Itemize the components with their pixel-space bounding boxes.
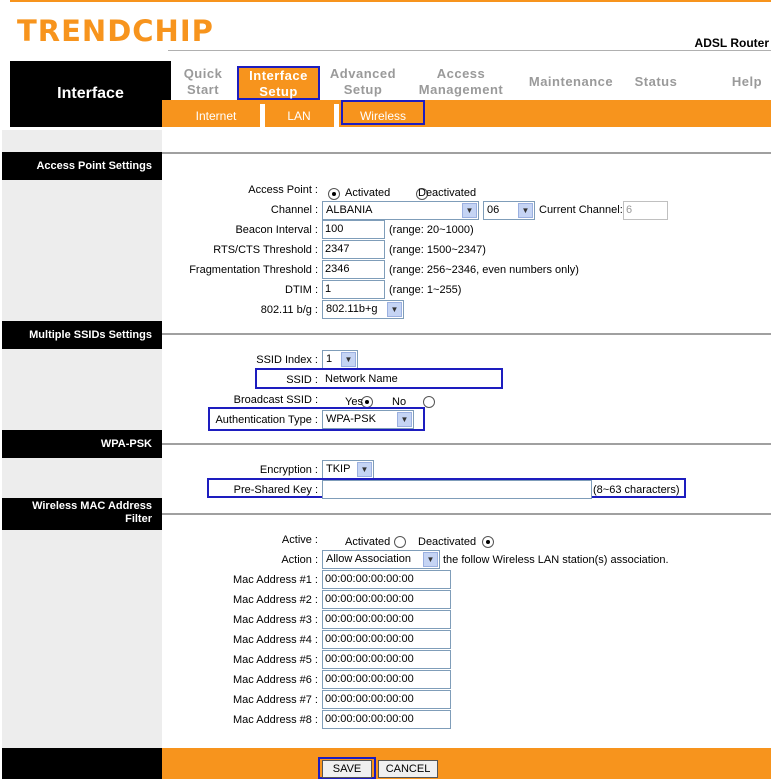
ap-activated-radio[interactable] [328, 188, 340, 200]
section-wpa-psk: WPA-PSK [2, 430, 162, 458]
section-rule [162, 152, 771, 154]
chevron-down-icon: ▼ [341, 352, 356, 367]
top-rule [10, 0, 771, 2]
section-multiple-ssids: Multiple SSIDs Settings [2, 321, 162, 349]
auth-type-label: Authentication Type : [215, 414, 318, 426]
dtim-range: (range: 1~255) [389, 284, 462, 296]
broadcast-no-label: No [392, 396, 407, 408]
mac-address-input[interactable]: 00:00:00:00:00:00 [322, 590, 451, 609]
brand-logo: TRENDCHIP [17, 14, 214, 48]
frag-input[interactable]: 2346 [322, 260, 385, 279]
cancel-button[interactable]: CANCEL [378, 760, 438, 778]
subtab-divider [334, 104, 339, 127]
chevron-down-icon: ▼ [518, 203, 533, 218]
broadcast-yes-label: Yes [345, 396, 363, 408]
mac-address-label: Mac Address #7 : [233, 694, 318, 706]
nav-status[interactable]: Status [634, 74, 678, 89]
section-mac-filter: Wireless MAC Address Filter [2, 498, 162, 530]
ssid-input[interactable]: Network Name [325, 373, 398, 385]
broadcast-ssid-label: Broadcast SSID : [233, 394, 318, 406]
ssid-index-value: 1 [326, 353, 333, 365]
beacon-label: Beacon Interval : [235, 224, 318, 236]
ap-activated-label: Activated [345, 187, 391, 199]
encryption-label: Encryption : [259, 464, 318, 476]
ssid-index-label: SSID Index : [256, 354, 318, 366]
mac-address-input[interactable]: 00:00:00:00:00:00 [322, 690, 451, 709]
section-rule [162, 443, 771, 445]
mac-address-label: Mac Address #8 : [233, 714, 318, 726]
mac-address-label: Mac Address #2 : [233, 594, 318, 606]
country-select[interactable] [322, 201, 479, 220]
model-name: ADSL Router [694, 36, 769, 50]
dtim-label: DTIM : [285, 284, 318, 296]
channel-select[interactable] [483, 201, 535, 220]
access-point-label: Access Point : [248, 184, 318, 196]
footer-actions-bar [162, 748, 771, 779]
nav-interface-setup[interactable]: Interface Setup [237, 66, 320, 100]
ssid-index-select[interactable] [322, 350, 358, 369]
mac-address-label: Mac Address #1 : [233, 574, 318, 586]
header-divider [168, 50, 771, 51]
psk-hint: (8~63 characters) [593, 484, 680, 496]
country-value: ALBANIA [326, 204, 373, 216]
ap-deactivated-label: Deactivated [418, 187, 477, 199]
mac-deactivated-radio[interactable] [482, 536, 494, 548]
mode-label: 802.11 b/g : [260, 304, 318, 316]
mac-address-input[interactable]: 00:00:00:00:00:00 [322, 610, 451, 629]
mac-address-input[interactable]: 00:00:00:00:00:00 [322, 570, 451, 589]
broadcast-no-radio[interactable] [423, 396, 435, 408]
mac-address-input[interactable]: 00:00:00:00:00:00 [322, 650, 451, 669]
mac-address-label: Mac Address #5 : [233, 654, 318, 666]
psk-input[interactable] [322, 480, 592, 499]
ssid-label: SSID : [286, 374, 318, 386]
mode-value: 802.11b+g [326, 303, 378, 315]
nav-maintenance[interactable]: Maintenance [528, 74, 614, 89]
mac-address-input[interactable]: 00:00:00:00:00:00 [322, 670, 451, 689]
mac-deactivated-label: Deactivated [418, 536, 477, 548]
section-rule [162, 513, 771, 515]
beacon-range: (range: 20~1000) [389, 224, 474, 236]
nav-help[interactable]: Help [731, 74, 763, 89]
mac-address-label: Mac Address #6 : [233, 674, 318, 686]
subtab-lan[interactable]: LAN [287, 109, 311, 123]
channel-label: Channel : [270, 204, 318, 216]
mac-action-value: Allow Association [326, 553, 411, 565]
auth-type-value: WPA-PSK [326, 413, 376, 425]
beacon-input[interactable]: 100 [322, 220, 385, 239]
mac-activated-radio[interactable] [394, 536, 406, 548]
dtim-input[interactable]: 1 [322, 280, 385, 299]
mac-address-input[interactable]: 00:00:00:00:00:00 [322, 710, 451, 729]
subtab-divider [260, 104, 265, 127]
current-channel-field: 6 [623, 201, 668, 220]
nav-advanced-setup[interactable]: Advanced Setup [329, 66, 397, 97]
section-rule [162, 333, 771, 335]
auth-type-select[interactable] [322, 410, 414, 429]
chevron-down-icon: ▼ [462, 203, 477, 218]
save-button[interactable]: SAVE [322, 760, 372, 778]
mac-active-label: Active : [281, 534, 318, 546]
subtab-internet[interactable]: Internet [195, 109, 237, 123]
mac-action-label: Action : [281, 554, 318, 566]
section-access-point: Access Point Settings [2, 152, 162, 180]
encryption-value: TKIP [326, 463, 351, 475]
channel-value: 06 [487, 204, 500, 216]
section-title: Interface [10, 61, 171, 127]
frag-range: (range: 256~2346, even numbers only) [389, 264, 579, 276]
rts-range: (range: 1500~2347) [389, 244, 486, 256]
mode-select[interactable] [322, 300, 404, 319]
chevron-down-icon: ▼ [423, 552, 438, 567]
subnav-bar [162, 100, 771, 127]
current-channel-label: Current Channel: [539, 204, 623, 216]
psk-label: Pre-Shared Key : [233, 484, 318, 496]
chevron-down-icon: ▼ [357, 462, 372, 477]
rts-input[interactable]: 2347 [322, 240, 385, 259]
nav-access-management[interactable]: Access Management [418, 66, 504, 97]
mac-action-suffix: the follow Wireless LAN station(s) association. [443, 554, 669, 566]
mac-activated-label: Activated [345, 536, 391, 548]
nav-quick-start[interactable]: Quick Start [183, 66, 223, 97]
mac-address-label: Mac Address #3 : [233, 614, 318, 626]
frag-label: Fragmentation Threshold : [189, 264, 318, 276]
mac-address-input[interactable]: 00:00:00:00:00:00 [322, 630, 451, 649]
chevron-down-icon: ▼ [397, 412, 412, 427]
mac-action-select[interactable] [322, 550, 440, 569]
subtab-wireless[interactable]: Wireless [341, 100, 425, 125]
mac-address-label: Mac Address #4 : [233, 634, 318, 646]
encryption-select[interactable] [322, 460, 374, 479]
rts-label: RTS/CTS Threshold : [213, 244, 318, 256]
chevron-down-icon: ▼ [387, 302, 402, 317]
